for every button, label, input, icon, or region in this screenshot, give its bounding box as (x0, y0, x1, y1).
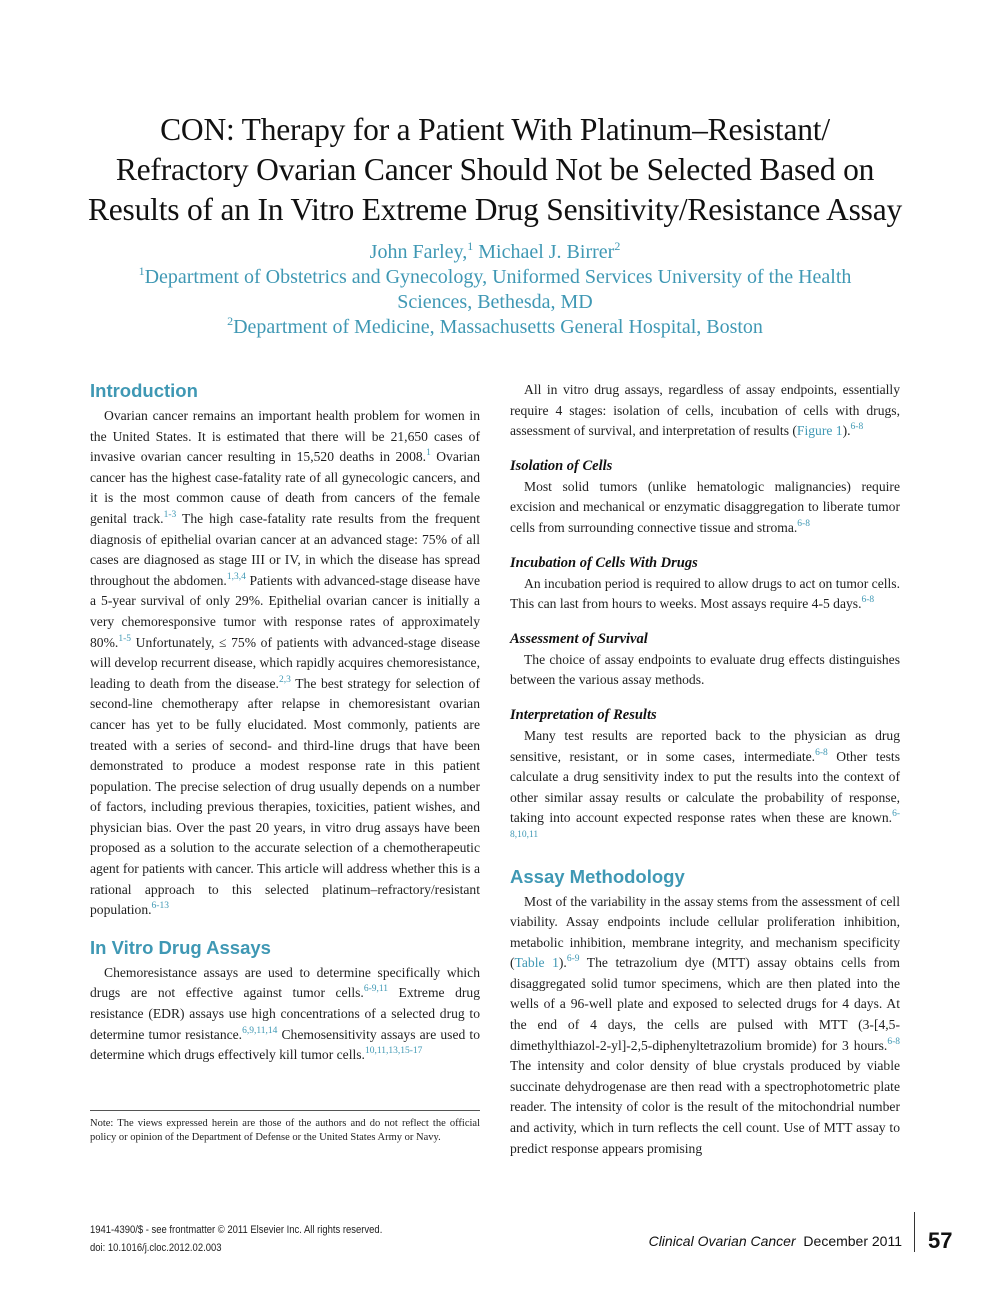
paragraph (510, 726, 900, 850)
section-heading-introduction: Introduction (90, 380, 198, 401)
paragraph (510, 380, 900, 442)
text: Chemosensitivity assays are used to determine which drugs effectively kill tumor cells. (90, 1026, 480, 1063)
journal-name: Clinical Ovarian Cancer (648, 1233, 796, 1249)
text: The choice of assay endpoints to evaluate drug effects distinguishes between the various assay methods. (510, 651, 900, 688)
figure-link[interactable]: Figure 1 (796, 423, 843, 439)
author-name: John Farley, (369, 241, 468, 263)
author-sup: 2 (614, 239, 621, 253)
affiliation-text: Department of Medicine, Massachusetts General Hospital, Boston (233, 316, 763, 338)
paragraph (510, 650, 900, 691)
text: Other tests calculate a drug sensitivity index to put the results into the context of other similar assay results or calculate the probability of response, taking into account expected response rates when these are known. (510, 748, 900, 826)
footer-divider (914, 1212, 915, 1252)
paragraph (90, 963, 480, 1066)
title-line: Results of an In Vitro Extreme Drug Sensitivity/Resistance Assay (87, 192, 903, 227)
paragraph (510, 892, 900, 1160)
citation[interactable]: 1-3 (163, 509, 177, 520)
copyright-line: 1941-4390/$ - see frontmatter © 2011 Elsevier Inc. All rights reserved. (90, 1224, 383, 1236)
affiliation-text: Department of Obstetrics and Gynecology, Uniformed Services University of the Health (144, 266, 852, 288)
affiliation (60, 290, 930, 315)
author-sup: 1 (467, 239, 474, 253)
author-block (60, 240, 930, 340)
affiliation (60, 265, 930, 290)
citation[interactable]: 2,3 (278, 674, 291, 685)
text: Most of the variability in the assay stems from the assessment of cell viability. Assay endpoints include cellular proliferation inhibition, metabolic inhibition, membrane integrity, and mechanism specificity ( (510, 893, 900, 971)
text: Most solid tumors (unlike hematologic malignancies) require excision and mechanical or enzymatic disaggregation to liberate tumor cells from surrounding connective tissue and stroma. (510, 478, 900, 535)
citation[interactable]: 6-8 (815, 747, 828, 758)
article-title (60, 110, 930, 230)
page-number: 57 (928, 1228, 953, 1253)
citation[interactable]: 6-8 (850, 422, 864, 433)
citation[interactable]: 1 (426, 448, 431, 459)
citation[interactable]: 1,3,4 (226, 571, 246, 582)
text: Patients with advanced-stage disease have a 5-year survival of only 29%. Epithelial ovarian cancer is initially a very chemoresponsive tumor with response rates of approximately 80%. (90, 572, 480, 650)
paragraph (510, 574, 900, 615)
text: Unfortunately, ≤ 75% of patients with advanced-stage disease will develop recurrent disease, which rapidly acquires chemoresistance, leading to death from the disease. (90, 634, 480, 691)
citation[interactable]: 6-13 (151, 901, 169, 912)
author-line (60, 240, 930, 265)
text: The best strategy for selection of second-line chemotherapy after relapse in chemoresistant ovarian cancer has yet to be fully elucidated. Most commonly, patients are treated with a series of second- and third-line drugs that have been demonstrated to produce a modest response rate in this patient population. The precise selection of drug usually depends on a number of factors, including previous therapies, toxicities, patient wishes, and physician bias. Over the past 20 years, in vitro drug assays have been proposed as a solution to the accurate selection of a chemotherapeutic agent for patients with cancer. This article will address whether this is a rational approach to this selected platinum–refractory/resistant population. (90, 675, 480, 918)
citation[interactable]: 6,9,11,14 (242, 1025, 278, 1036)
citation[interactable]: 6-8 (797, 518, 810, 529)
subsection-heading-survival: Assessment of Survival (510, 630, 648, 647)
table-link[interactable]: Table 1 (514, 955, 559, 971)
citation[interactable]: 6-9 (566, 954, 580, 965)
affiliation (60, 315, 930, 340)
subsection-heading-interpretation: Interpretation of Results (510, 706, 657, 723)
title-line: Refractory Ovarian Cancer Should Not be Selected Based on (115, 152, 875, 187)
citation[interactable]: 6-8 (887, 1036, 900, 1047)
text: Extreme drug resistance (EDR) assays use high concentrations of a selected drug to determine tumor resistance. (90, 985, 481, 1042)
footer-journal (600, 1233, 902, 1249)
right-column (510, 380, 900, 1159)
citation[interactable]: 6-8,10,11 (510, 809, 900, 840)
affiliation-sup: 2 (227, 314, 234, 328)
text: Chemoresistance assays are used to determine specifically which drugs are not effective against tumor cells. (90, 964, 480, 1001)
citation[interactable]: 6-8 (861, 595, 875, 606)
text: Ovarian cancer has the highest case-fatality rate of all gynecologic cancers, and it is the most common cause of death from cancers of the female genital track. (90, 449, 481, 526)
affiliation-sup: 1 (138, 264, 145, 278)
subsection-heading-isolation: Isolation of Cells (510, 457, 613, 474)
text: The intensity and color density of blue crystals produced by viable succinate dehydrogenase are then read with a spectrophotometric plate reader. The intensity of color is the result of the mitochondrial number and activity, which in turn reflects the cell count. Use of MTT assay to predict response appears promising (510, 1058, 900, 1156)
citation[interactable]: 1-5 (118, 633, 131, 644)
text: ). (558, 955, 567, 971)
text: Many test results are reported back to the physician as drug sensitive, resistant, or in some cases, intermediate. (510, 727, 900, 764)
left-column (90, 380, 480, 1066)
paragraph (510, 477, 900, 539)
citation[interactable]: 6-9,11 (363, 984, 389, 995)
issue-date: December 2011 (803, 1233, 902, 1249)
text: The high case-fatality rate results from the frequent diagnosis of epithelial ovarian cancer at an advanced stage: 75% of all cases are diagnosed as stage III or IV, in which the disease has spread throughout the abdomen. (90, 510, 480, 588)
text: ). (842, 423, 851, 439)
section-heading-assay-methodology: Assay Methodology (510, 865, 685, 887)
subsection-heading-incubation: Incubation of Cells With Drugs (510, 554, 698, 571)
text: An incubation period is required to allow drugs to act on tumor cells. This can last from hours to weeks. Most assays require 4-5 days. (510, 575, 900, 612)
paragraph (90, 406, 480, 921)
footer-copyright (90, 1221, 382, 1257)
author-name: Michael J. Birrer (478, 241, 615, 263)
title-line: CON: Therapy for a Patient With Platinum–Resistant/ (160, 112, 830, 147)
footnote: Note: The views expressed herein are those of the authors and do not reflect the official policy or opinion of the Department of Defense or the United States Army or Navy. (90, 1110, 480, 1145)
section-heading-in-vitro-drug-assays: In Vitro Drug Assays (90, 936, 271, 958)
affiliation-text: Sciences, Bethesda, MD (397, 291, 593, 313)
text: Ovarian cancer remains an important health problem for women in the United States. It is estimated that there will be 21,650 cases of invasive ovarian cancer resulting in 15,520 deaths in 2008. (90, 408, 480, 465)
doi-line: doi: 10.1016/j.cloc.2012.02.003 (90, 1242, 222, 1254)
text: The tetrazolium dye (MTT) assay obtains cells from disaggregated solid tumor specimens, which are then plated into the wells of a 96-well plate and exposed to selected drugs for 4 days. At the end of 4 days, the cells are pulsed with MTT (3-[4,5-dimethylthiazol-2-yl]-2,5-diphenyltetrazolium bromide) for 3 hours. (510, 955, 900, 1053)
text: All in vitro drug assays, regardless of assay endpoints, essentially require 4 stages: isolation of cells, incubation of cells with drugs, assessment of survival, and interpretation of results ( (510, 382, 900, 439)
citation[interactable]: 10,11,13,15-17 (364, 1046, 423, 1057)
